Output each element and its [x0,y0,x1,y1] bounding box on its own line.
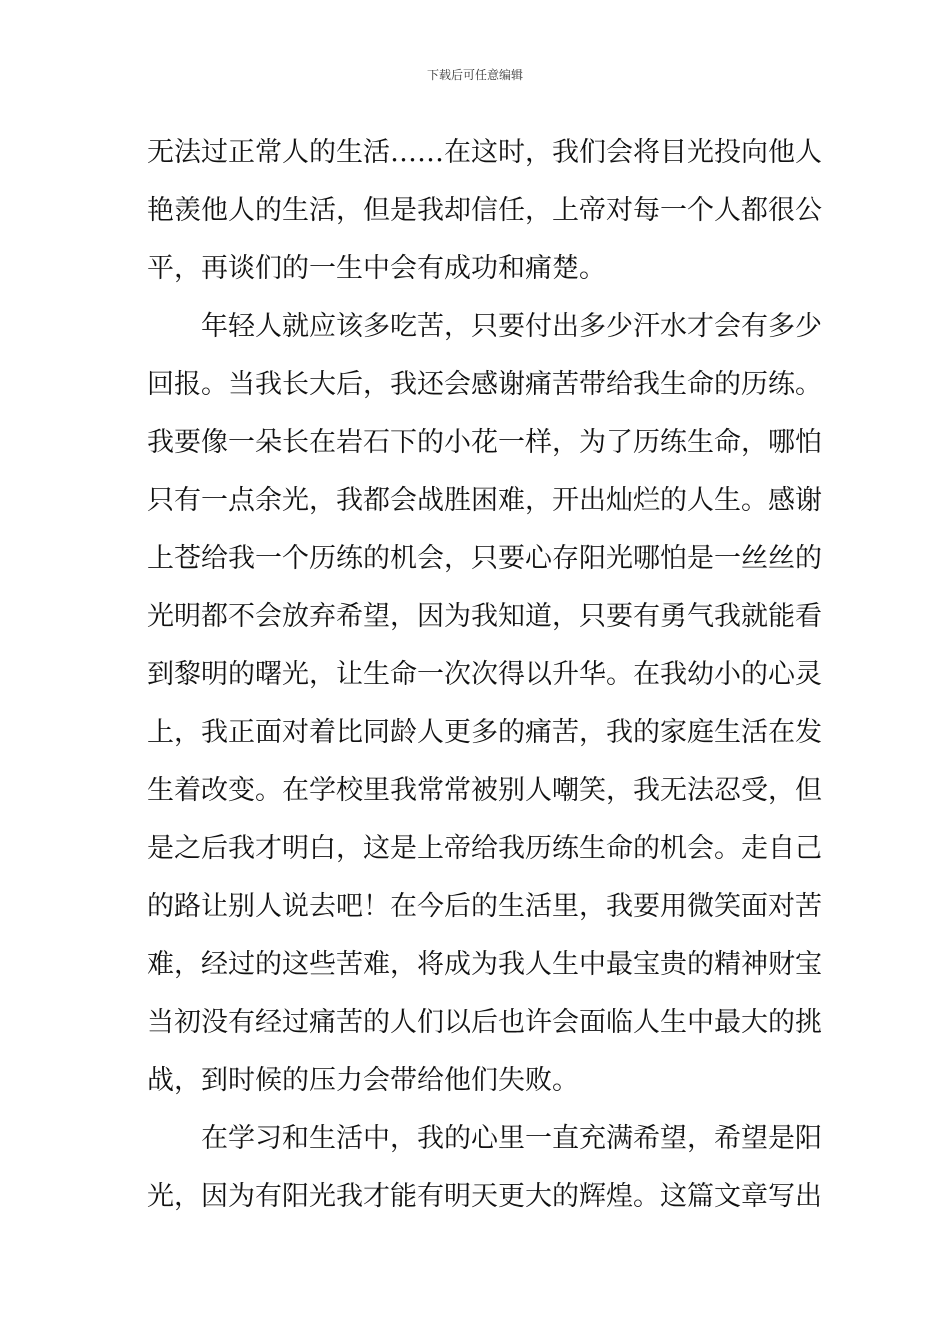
text-line: 上，我正面对着比同龄人更多的痛苦，我的家庭生活在发 [147,717,822,748]
text-line: 光，因为有阳光我才能有明天更大的辉煌。这篇文章写出 [147,1181,822,1212]
header-note: 下载后可任意编辑 [426,68,523,82]
text-line: 战，到时候的压力会带给他们失败。 [147,1065,579,1096]
paragraph-first-line: 在学习和生活中，我的心里一直充满希望，希望是阳 [201,1123,822,1154]
text-line: 平，再谈们的一生中会有成功和痛楚。 [147,253,606,284]
text-line: 难，经过的这些苦难，将成为我人生中最宝贵的精神财宝 [147,949,822,980]
text-line: 光明都不会放弃希望，因为我知道，只要有勇气我就能看 [147,601,822,632]
text-line: 的路让别人说去吧！在今后的生活里，我要用微笑面对苦 [147,891,822,922]
body-text [147,128,827,1230]
paragraph-first-line: 年轻人就应该多吃苦，只要付出多少汗水才会有多少 [201,311,822,342]
text-line: 上苍给我一个历练的机会，只要心存阳光哪怕是一丝丝的 [147,543,822,574]
text-line: 生着改变。在学校里我常常被别人嘲笑，我无法忍受，但 [147,775,822,806]
text-line: 无法过正常人的生活……在这时，我们会将目光投向他人 [147,137,822,168]
text-line: 当初没有经过痛苦的人们以后也许会面临人生中最大的挑 [147,1007,822,1038]
text-line: 艳羡他人的生活，但是我却信任，上帝对每一个人都很公 [147,195,822,226]
text-line: 我要像一朵长在岩石下的小花一样，为了历练生命，哪怕 [147,427,822,458]
text-line: 到黎明的曙光，让生命一次次得以升华。在我幼小的心灵 [147,659,822,690]
text-line: 是之后我才明白，这是上帝给我历练生命的机会。走自己 [147,833,822,864]
text-line: 回报。当我长大后，我还会感谢痛苦带给我生命的历练。 [147,369,822,400]
text-line: 只有一点余光，我都会战胜困难，开出灿烂的人生。感谢 [147,485,822,516]
